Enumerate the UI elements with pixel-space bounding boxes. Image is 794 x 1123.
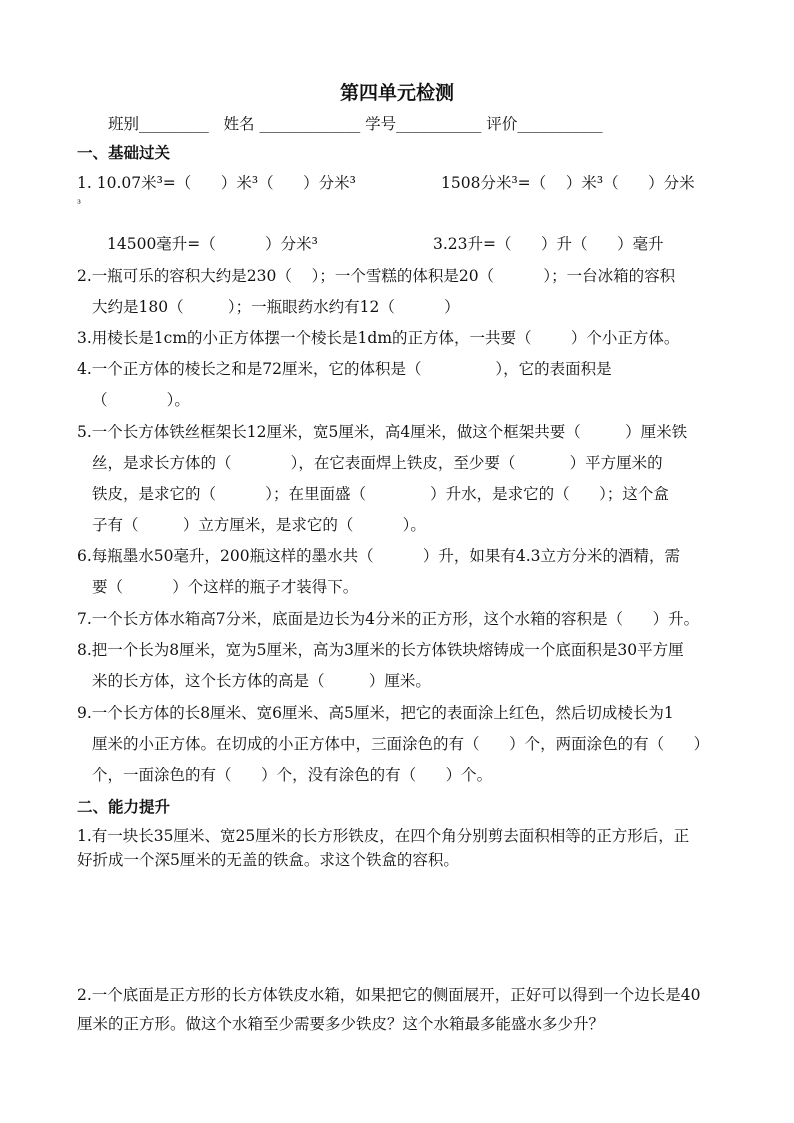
q8-line2: 米的长方体，这个长方体的高是（ ）厘米。 [92, 672, 431, 690]
q9-line2: 厘米的小正方体。在切成的小正方体中，三面涂色的有（ ）个，两面涂色的有（ ） [92, 735, 710, 753]
p2-line1: 2.一个底面是正方形的长方体铁皮水箱，如果把它的侧面展开，正好可以得到一个边长是40 [77, 986, 701, 1004]
p2-line2: 厘米的正方形。做这个水箱至少需要多少铁皮？这个水箱最多能盛水多少升？ [77, 1015, 605, 1033]
q8-line1: 8.把一个长为8厘米，宽为5厘米，高为3厘米的长方体铁块熔铸成一个底面积是30平方厘 [77, 641, 684, 659]
p1-line2: 好折成一个深5厘米的无盖的铁盒。求这个铁盒的容积。 [77, 851, 459, 869]
q7-line1: 7.一个长方体水箱高7分米，底面是边长为4分米的正方形，这个水箱的容积是（ ）升。 [77, 610, 700, 628]
q4-line1: 4.一个正方体的棱长之和是72厘米，它的体积是（ ），它的表面积是 [77, 360, 612, 378]
p1-line1: 1.有一块长35厘米、宽25厘米的长方形铁皮，在四个角分别剪去面积相等的正方形后，正 [77, 827, 690, 845]
page-title: 第四单元检测 [339, 82, 454, 104]
q5-line2: 丝，是求长方体的（ ），在它表面焊上铁皮，至少要（ ）平方厘米的 [92, 454, 663, 472]
section-1-heading: 一、基础过关 [77, 143, 171, 162]
q1-row1-part1: 1. 10.07米³=（ ）米³（ ）分米³ [77, 174, 356, 192]
q3-line1: 3.用棱长是1cm的小正方体摆一个棱长是1dm的正方体，一共要（ ）个小正方体。 [77, 329, 680, 347]
q5-line3: 铁皮，是求它的（ ）；在里面盛（ ）升水，是求它的（ ）；这个盒 [92, 485, 669, 503]
q1-row1-wrap: ³ [77, 199, 82, 210]
q2-line1: 2.一瓶可乐的容积大约是230（ ）；一个雪糕的体积是20（ ）；一台冰箱的容积 [77, 267, 676, 285]
q2-line2: 大约是180（ ）；一瓶眼药水约有12（ ） [92, 298, 460, 316]
q1-row1-part2: 1508分米³=（ ）米³（ ）分米 [441, 174, 695, 192]
q4-line2: （ ）。 [92, 391, 190, 409]
q9-line1: 9.一个长方体的长8厘米、宽6厘米、高5厘米，把它的表面涂上红色，然后切成棱长为1 [77, 704, 674, 722]
q1-row2-part1: 14500毫升=（ ）分米³ [107, 235, 318, 253]
section-2-heading: 二、能力提升 [77, 797, 171, 816]
q6-line2: 要（ ）个这样的瓶子才装得下。 [92, 578, 359, 596]
q5-line1: 5.一个长方体铁丝框架长12厘米，宽5厘米，高4厘米，做这个框架共要（ ）厘米铁 [77, 423, 688, 441]
q9-line3: 个，一面涂色的有（ ）个，没有涂色的有（ ）个。 [92, 766, 493, 784]
q5-line4: 子有（ ）立方厘米，是求它的（ ）。 [92, 516, 426, 534]
q6-line1: 6.每瓶墨水50毫升，200瓶这样的墨水共（ ）升，如果有4.3立方分米的酒精，需 [77, 547, 681, 565]
student-info-line: 班别_________ 姓名 _____________ 学号___________ 评价___________ [108, 115, 603, 133]
q1-row2-part2: 3.23升=（ ）升（ ）毫升 [433, 235, 664, 253]
